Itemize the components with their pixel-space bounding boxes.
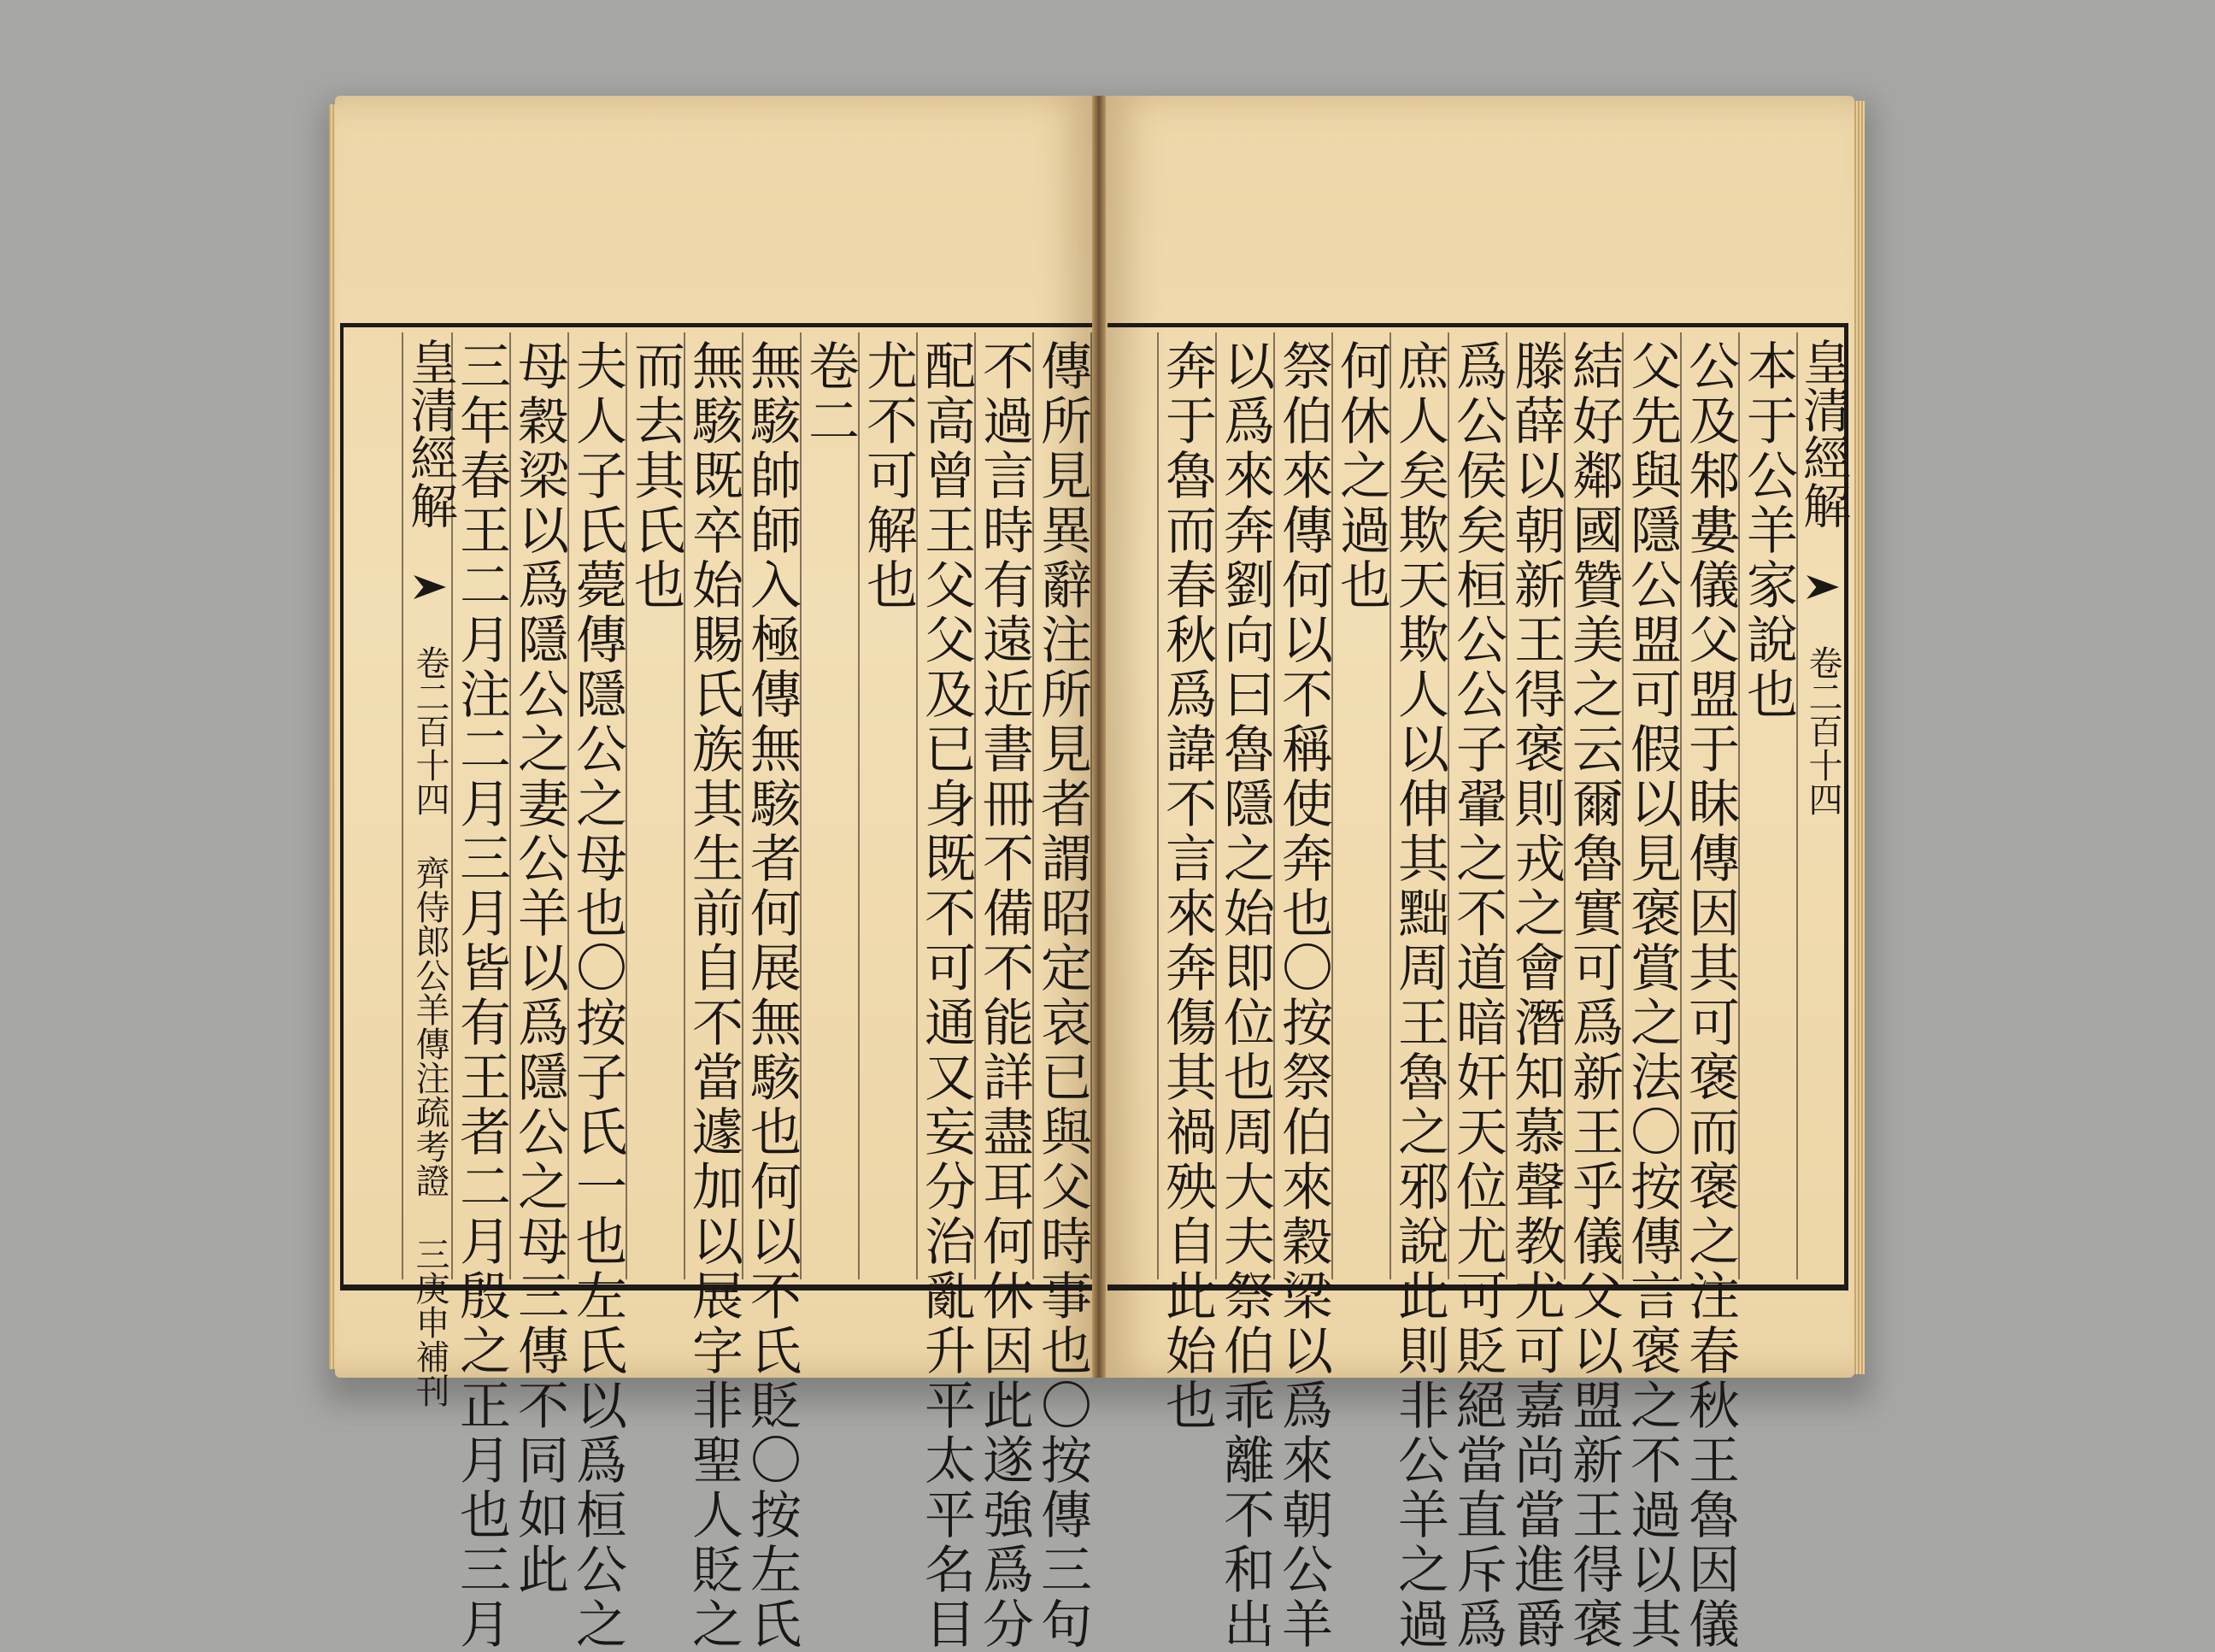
text-column: 公及邾婁儀父盟于眜傳因其可褒而褒之注春秋王魯因儀: [1680, 332, 1738, 1279]
fish-tail-mark-icon: [414, 575, 446, 599]
text-column: 滕薛以朝新王得褒則戎之會潛知慕聲教尤可嘉尚當進爵: [1506, 332, 1564, 1279]
text-column: 爲公侯矣桓公公子翬之不道暗奸天位尤可貶絕當直斥爲: [1448, 332, 1506, 1279]
text-column: 奔于魯而春秋爲諱不言來奔傷其禍殃自此始也: [1157, 332, 1215, 1279]
text-column: 本于公羊家說也: [1738, 332, 1796, 1279]
text-column: 夫人子氏薨傳隱公之母也〇按子氏一也左氏以爲桓公之: [567, 332, 626, 1279]
text-column: 尤不可解也: [858, 332, 916, 1279]
text-column: 配高曾王父父及已身既不可通又妄分治亂升平太平名目: [916, 332, 974, 1279]
left-margin-title: [402, 332, 458, 1408]
text-column: 祭伯來傳何以不稱使奔也〇按祭伯來穀梁以爲來朝公羊: [1273, 332, 1331, 1279]
text-column: 母穀梁以爲隱公之妻公羊以爲隱公之母三傳不同如此: [509, 332, 567, 1279]
fish-tail-mark-icon: [1807, 575, 1839, 599]
text-column: 無駭既卒始賜氏族其生前自不當遽加以展字非聖人貶之: [684, 332, 742, 1279]
volume-note: 卷二百十四: [1803, 645, 1842, 816]
text-column: 傳所見異辭注所見者謂昭定哀已與父時事也〇按傳三句: [1032, 332, 1090, 1279]
text-column: 結好鄰國贊美之云爾魯實可爲新王乎儀父以盟新王得褒: [1564, 332, 1622, 1279]
book-title: 皇清經解: [402, 338, 458, 529]
text-column: 不過言時有遠近書冊不備不能詳盡耳何休因此遂強爲分: [974, 332, 1032, 1279]
text-column: 以爲來奔劉向曰魯隱之始即位也周大夫祭伯乖離不和出: [1215, 332, 1273, 1279]
left-text-frame: [340, 323, 1092, 1652]
right-text-frame: [1108, 323, 1851, 1652]
text-column: 而去其氏也: [626, 332, 684, 1279]
text-column: 父先與隱公盟可假以見褒賞之法〇按傳言褒之不過以其: [1622, 332, 1680, 1279]
text-column: 卷二: [800, 332, 858, 1279]
text-column: 三年春王二月注二月三月皆有王者二月殷之正月也三月: [451, 332, 509, 1279]
text-column: 庶人矣欺天欺人以伸其黜周王魯之邪說此則非公羊之過: [1390, 332, 1448, 1279]
book-gutter: [1092, 96, 1106, 1378]
right-margin-title: [1795, 332, 1851, 1279]
text-column: 何休之過也: [1331, 332, 1390, 1279]
volume-note: 卷二百十四 齊侍郎公羊傳注疏考證 三庚申補刊: [410, 645, 449, 1408]
text-column: 無駭帥師入極傳無駭者何展無駭也何以不氏貶〇按左氏: [742, 332, 800, 1279]
book-title: 皇清經解: [1795, 338, 1851, 529]
